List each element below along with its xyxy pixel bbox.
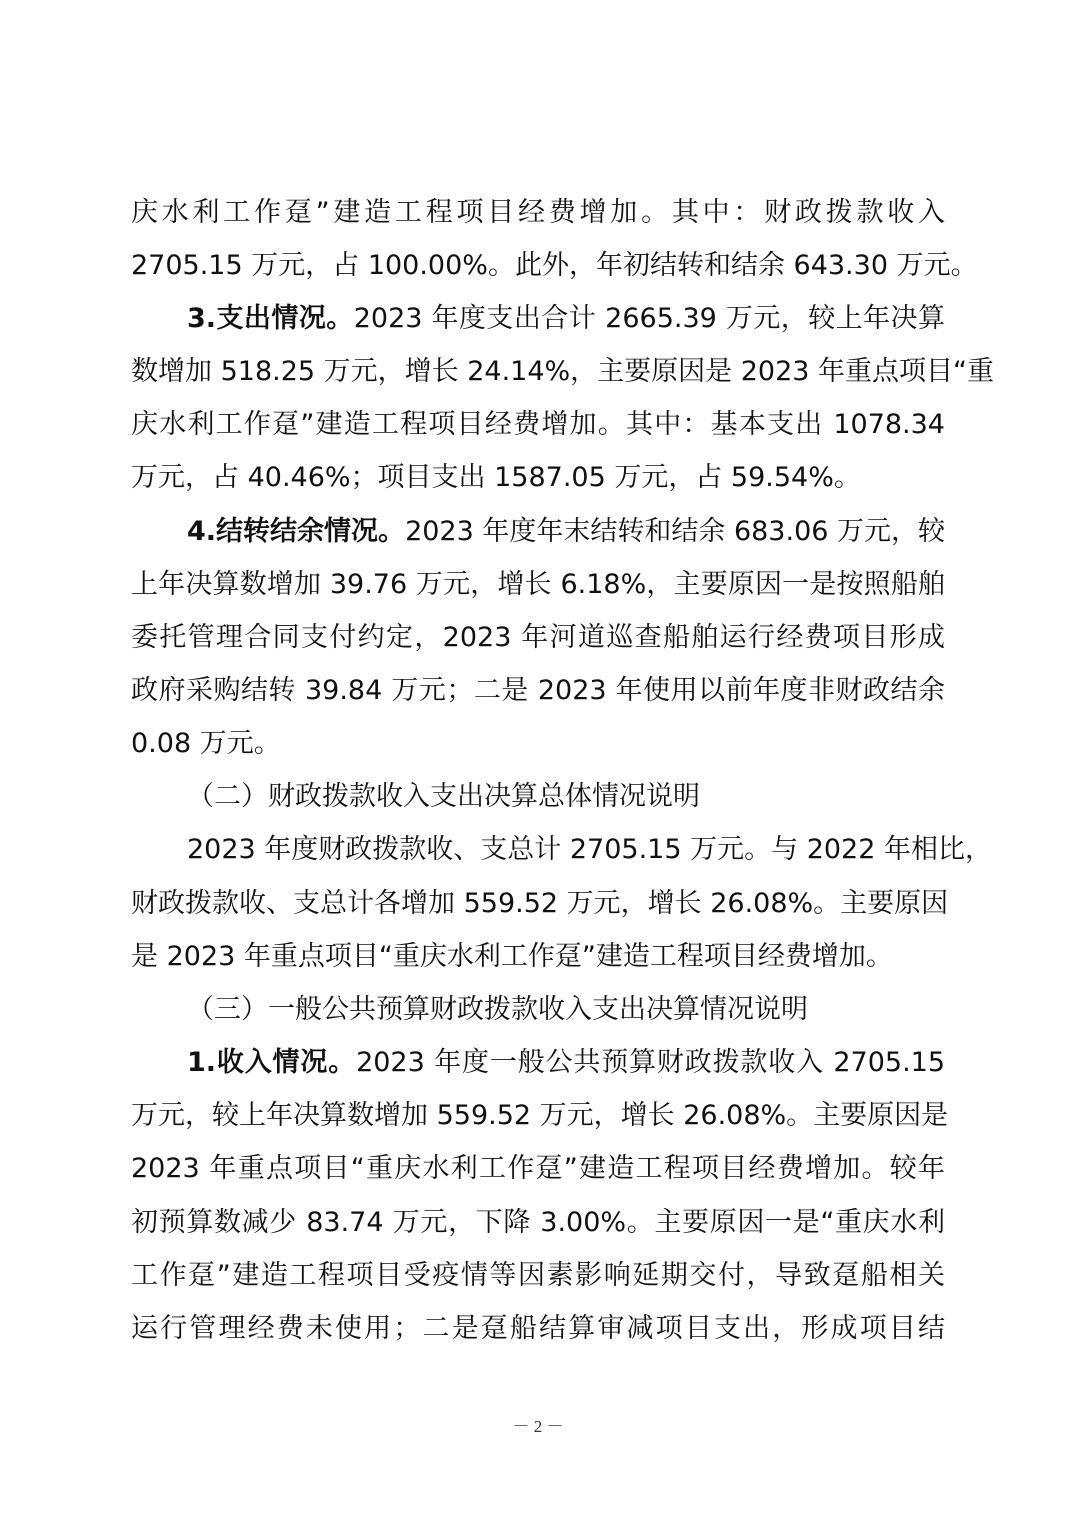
section-text: 2023 年度一般公共预算财政拨款收入 2705.15: [356, 1047, 946, 1078]
text-line: 0.08 万元。: [131, 728, 281, 759]
text-line: [187, 514, 945, 550]
text-line: 是 2023 年重点项目“重庆水利工作趸”建造工程项目经费增加。: [131, 941, 893, 972]
section-lead: 3.支出情况。: [187, 303, 354, 334]
text-line: 数增加 518.25 万元，增长 24.14%，主要原因是 2023 年重点项目“重: [131, 356, 995, 387]
text-line: 庆水利工作趸”建造工程项目经费增加。其中：基本支出 1078.34: [131, 409, 945, 440]
section-lead: 1.收入情况。: [187, 1047, 357, 1078]
text-line: 委托管理合同支付约定，2023 年河道巡查船舶运行经费项目形成: [131, 622, 945, 653]
section-heading: （三）一般公共预算财政拨款收入支出决算情况说明: [187, 994, 808, 1025]
page-number: － 2 －: [512, 1417, 564, 1436]
text-line: 上年决算数增加 39.76 万元，增长 6.18%，主要原因一是按照船舶: [131, 569, 945, 600]
text-line: [187, 301, 945, 337]
text-line: 2023 年度财政拨款收、支总计 2705.15 万元。与 2022 年相比，: [187, 834, 992, 865]
section-text: 2023 年度支出合计 2665.39 万元，较上年决算: [353, 303, 945, 334]
text-line: 运行管理经费未使用；二是趸船结算审减项目支出，形成项目结: [131, 1313, 945, 1344]
text-line: 庆水利工作趸”建造工程项目经费增加。其中：财政拨款收入: [131, 197, 945, 228]
text-line: 万元，占 40.46%；项目支出 1587.05 万元，占 59.54%。: [131, 462, 861, 493]
text-line: 财政拨款收、支总计各增加 559.52 万元，增长 26.08%。主要原因: [131, 888, 949, 919]
text-line: 政府采购结转 39.84 万元；二是 2023 年使用以前年度非财政结余: [131, 675, 945, 706]
section-text: 2023 年度年末结转和结余 683.06 万元，较: [405, 516, 946, 547]
section-lead: 4.结转结余情况。: [187, 516, 406, 547]
text-line: 万元，较上年决算数增加 559.52 万元，增长 26.08%。主要原因是: [131, 1100, 949, 1131]
text-line: 工作趸”建造工程项目受疫情等因素影响延期交付，导致趸船相关: [131, 1260, 945, 1291]
text-line: 2023 年重点项目“重庆水利工作趸”建造工程项目经费增加。较年: [131, 1153, 945, 1184]
text-line: [187, 1045, 945, 1081]
text-line: 初预算数减少 83.74 万元，下降 3.00%。主要原因一是“重庆水利: [131, 1207, 945, 1238]
text-line: 2705.15 万元，占 100.00%。此外，年初结转和结余 643.30 万元。: [131, 250, 978, 281]
section-heading: （二）财政拨款收入支出决算总体情况说明: [187, 781, 700, 812]
